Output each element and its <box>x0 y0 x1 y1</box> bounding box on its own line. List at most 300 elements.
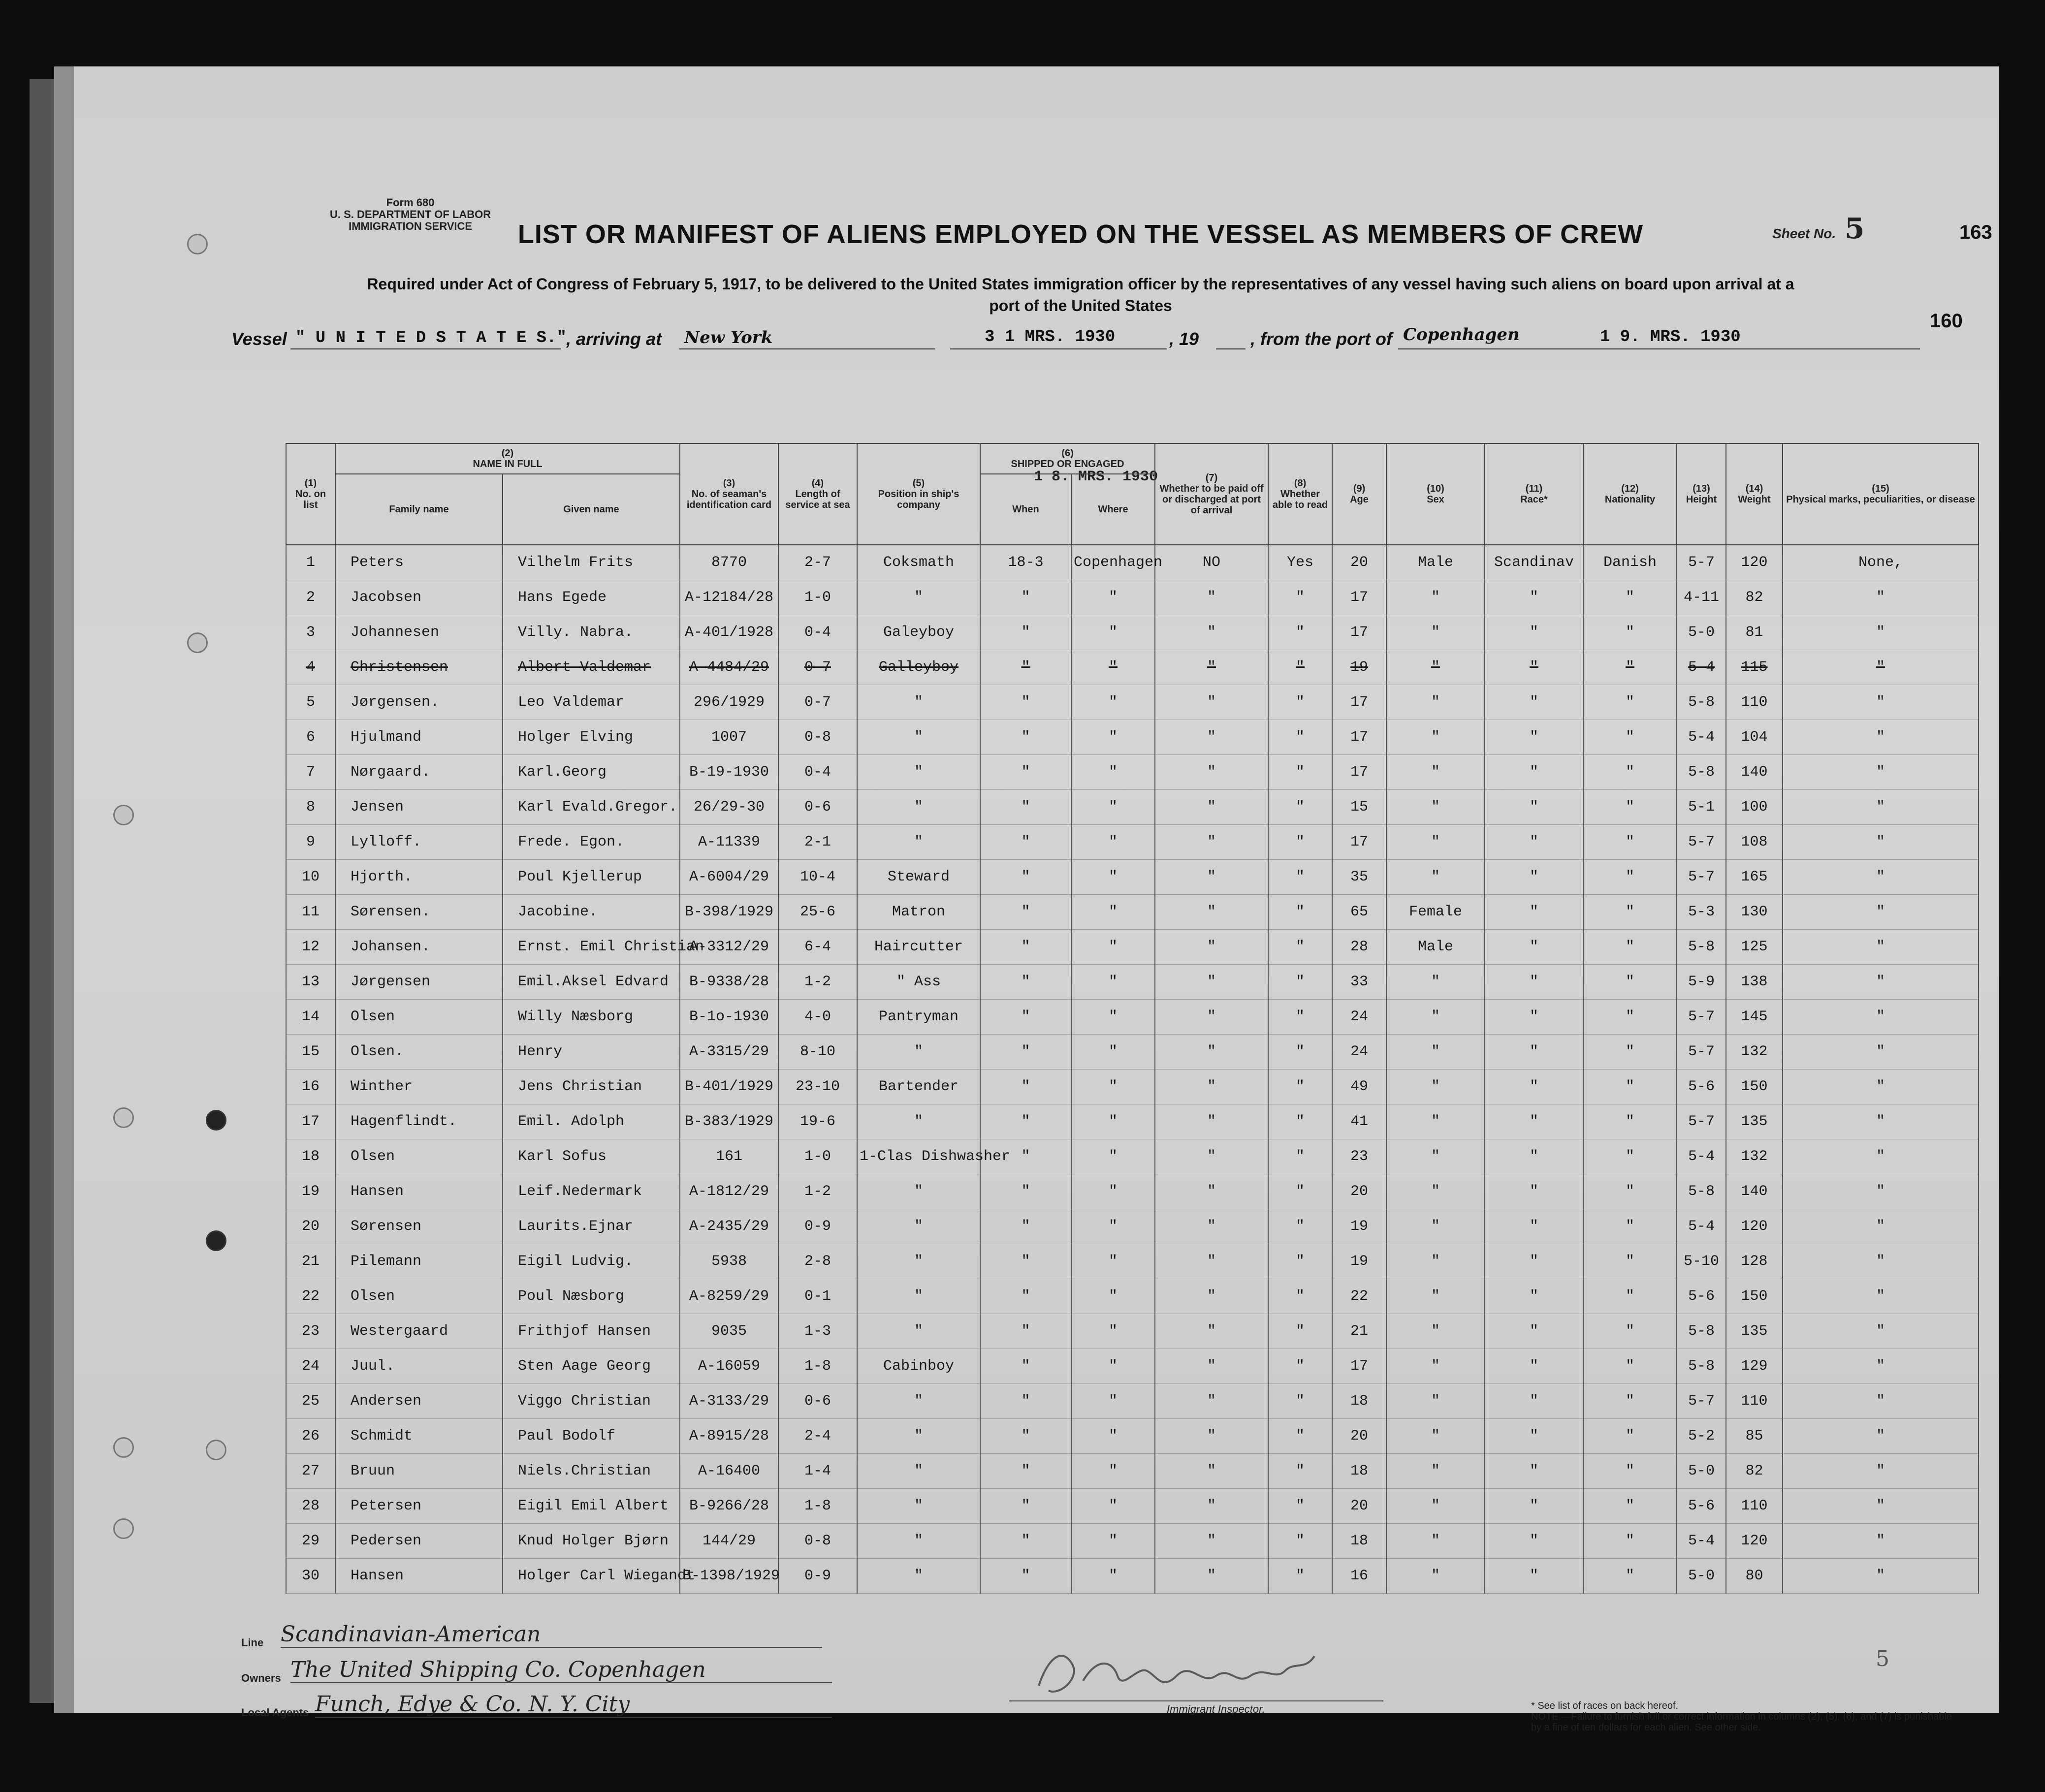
cell-height: 4-11 <box>1677 580 1726 615</box>
cell-position: " Ass <box>857 965 980 1000</box>
line-label: Line <box>241 1636 264 1649</box>
cell-age: 17 <box>1332 580 1386 615</box>
cell-marks: " <box>1783 1384 1979 1419</box>
cell-nat: " <box>1583 1419 1677 1454</box>
cell-given: Ernst. Emil Christian <box>503 930 680 965</box>
cell-age: 49 <box>1332 1069 1386 1104</box>
col-service: (4) Length of service at sea <box>778 443 857 545</box>
cell-when: " <box>980 685 1071 720</box>
cell-when: " <box>980 1069 1071 1104</box>
cell-height: 5-6 <box>1677 1279 1726 1314</box>
cell-sex: " <box>1386 1104 1485 1139</box>
cell-height: 5-0 <box>1677 1559 1726 1594</box>
cell-weight: 138 <box>1726 965 1783 1000</box>
cell-family: Bruun <box>335 1454 503 1489</box>
cell-no: 15 <box>286 1035 335 1069</box>
table-row <box>286 860 1979 895</box>
cell-no: 8 <box>286 790 335 825</box>
cell-read: " <box>1268 615 1332 650</box>
cell-sex: " <box>1386 1384 1485 1419</box>
cell-given: Eigil Ludvig. <box>503 1244 680 1279</box>
cell-card: A-8259/29 <box>680 1279 778 1314</box>
cell-no: 9 <box>286 825 335 860</box>
table-row <box>286 580 1979 615</box>
table-row <box>286 545 1979 580</box>
cell-marks: " <box>1783 720 1979 755</box>
from-port-label: , from the port of <box>1250 329 1392 349</box>
cell-given: Holger Elving <box>503 720 680 755</box>
cell-nat: " <box>1583 1000 1677 1035</box>
cell-service: 8-10 <box>778 1035 857 1069</box>
cell-sex: " <box>1386 1454 1485 1489</box>
cell-when: " <box>980 1244 1071 1279</box>
cell-race: Scandinav <box>1485 545 1583 580</box>
cell-when: " <box>980 1279 1071 1314</box>
cell-paid: " <box>1155 1524 1268 1559</box>
cell-family: Johansen. <box>335 930 503 965</box>
cell-nat: " <box>1583 1209 1677 1244</box>
cell-position: Haircutter <box>857 930 980 965</box>
cell-family: Petersen <box>335 1489 503 1524</box>
cell-read: " <box>1268 1524 1332 1559</box>
cell-age: 24 <box>1332 1035 1386 1069</box>
cell-read: " <box>1268 1104 1332 1139</box>
cell-position: " <box>857 1244 980 1279</box>
cell-no: 29 <box>286 1524 335 1559</box>
note-text: NOTE.—Failure to furnish full or correct information in columns (2), (5), (6), and (7) is punishable by a fine of ten dollars for each alien. See other side. <box>1531 1711 1952 1733</box>
cell-age: 41 <box>1332 1104 1386 1139</box>
cell-service: 10-4 <box>778 860 857 895</box>
cell-when: " <box>980 1035 1071 1069</box>
cell-read: " <box>1268 1279 1332 1314</box>
cell-height: 5-6 <box>1677 1069 1726 1104</box>
cell-when: " <box>980 615 1071 650</box>
cell-given: Laurits.Ejnar <box>503 1209 680 1244</box>
cell-weight: 135 <box>1726 1314 1783 1349</box>
col-read: (8) Whether able to read <box>1268 443 1332 545</box>
cell-position: " <box>857 720 980 755</box>
cell-nat: " <box>1583 615 1677 650</box>
cell-marks: " <box>1783 1419 1979 1454</box>
cell-family: Hansen <box>335 1174 503 1209</box>
cell-no: 7 <box>286 755 335 790</box>
cell-when: " <box>980 720 1071 755</box>
cell-card: 26/29-30 <box>680 790 778 825</box>
cell-sex: " <box>1386 790 1485 825</box>
cell-weight: 82 <box>1726 1454 1783 1489</box>
cell-family: Pedersen <box>335 1524 503 1559</box>
cell-where: " <box>1071 930 1155 965</box>
table-row <box>286 1174 1979 1209</box>
col-when: When <box>980 474 1071 545</box>
cell-read: " <box>1268 1419 1332 1454</box>
cell-nat: " <box>1583 895 1677 930</box>
cell-race: " <box>1485 1349 1583 1384</box>
cell-paid: NO <box>1155 545 1268 580</box>
margin-number: 5 <box>1876 1646 1889 1671</box>
cell-when: " <box>980 1419 1071 1454</box>
cell-age: 20 <box>1332 1174 1386 1209</box>
cell-family: Jacobsen <box>335 580 503 615</box>
cell-when: " <box>980 895 1071 930</box>
cell-family: Hansen <box>335 1559 503 1594</box>
cell-weight: 145 <box>1726 1000 1783 1035</box>
cell-height: 5-8 <box>1677 685 1726 720</box>
cell-when: " <box>980 1104 1071 1139</box>
cell-nat: " <box>1583 1314 1677 1349</box>
cell-position: " <box>857 1314 980 1349</box>
cell-race: " <box>1485 650 1583 685</box>
cell-family: Christensen <box>335 650 503 685</box>
cell-read: " <box>1268 1069 1332 1104</box>
cell-age: 28 <box>1332 930 1386 965</box>
cell-marks: " <box>1783 930 1979 965</box>
cell-marks: " <box>1783 1035 1979 1069</box>
agents-label: Local Agents <box>241 1706 309 1719</box>
cell-weight: 150 <box>1726 1279 1783 1314</box>
cell-no: 6 <box>286 720 335 755</box>
cell-family: Sørensen. <box>335 895 503 930</box>
cell-when: " <box>980 1314 1071 1349</box>
cell-height: 5-10 <box>1677 1244 1726 1279</box>
cell-when: " <box>980 1349 1071 1384</box>
cell-race: " <box>1485 755 1583 790</box>
cell-card: 144/29 <box>680 1524 778 1559</box>
cell-nat: " <box>1583 930 1677 965</box>
cell-given: Poul Kjellerup <box>503 860 680 895</box>
cell-read: " <box>1268 930 1332 965</box>
cell-age: 20 <box>1332 1419 1386 1454</box>
note-races: * See list of races on back hereof. <box>1531 1700 1679 1711</box>
cell-service: 2-8 <box>778 1244 857 1279</box>
cell-service: 0-4 <box>778 615 857 650</box>
cell-age: 19 <box>1332 1209 1386 1244</box>
cell-age: 17 <box>1332 685 1386 720</box>
cell-family: Lylloff. <box>335 825 503 860</box>
cell-age: 17 <box>1332 755 1386 790</box>
cell-nat: " <box>1583 1069 1677 1104</box>
cell-where: " <box>1071 1524 1155 1559</box>
vessel-line <box>231 325 1954 354</box>
cell-service: 0-1 <box>778 1279 857 1314</box>
cell-paid: " <box>1155 860 1268 895</box>
cell-sex: " <box>1386 1314 1485 1349</box>
cell-read: " <box>1268 580 1332 615</box>
owners-value: The United Shipping Co. Copenhagen <box>290 1657 832 1683</box>
cell-given: Sten Aage Georg <box>503 1349 680 1384</box>
cell-no: 20 <box>286 1209 335 1244</box>
cell-position: 1-Clas Dishwasher <box>857 1139 980 1174</box>
cell-service: 6-4 <box>778 930 857 965</box>
table-row <box>286 1069 1979 1104</box>
cell-race: " <box>1485 965 1583 1000</box>
cell-marks: " <box>1783 1104 1979 1139</box>
cell-where: " <box>1071 965 1155 1000</box>
cell-sex: " <box>1386 1174 1485 1209</box>
cell-age: 15 <box>1332 790 1386 825</box>
cell-where: " <box>1071 1349 1155 1384</box>
cell-card: 8770 <box>680 545 778 580</box>
cell-card: A-401/1928 <box>680 615 778 650</box>
table-row <box>286 1349 1979 1384</box>
cell-when: 18-3 <box>980 545 1071 580</box>
cell-position: " <box>857 790 980 825</box>
cell-family: Juul. <box>335 1349 503 1384</box>
cell-position: Galleyboy <box>857 650 980 685</box>
table-row <box>286 825 1979 860</box>
cell-read: " <box>1268 650 1332 685</box>
cell-read: " <box>1268 1139 1332 1174</box>
cell-no: 11 <box>286 895 335 930</box>
cell-sex: " <box>1386 1244 1485 1279</box>
cell-where: " <box>1071 755 1155 790</box>
cell-sex: " <box>1386 1349 1485 1384</box>
cell-marks: " <box>1783 1000 1979 1035</box>
table-row <box>286 930 1979 965</box>
cell-height: 5-7 <box>1677 1035 1726 1069</box>
cell-paid: " <box>1155 1384 1268 1419</box>
cell-weight: 120 <box>1726 1524 1783 1559</box>
page-title: LIST OR MANIFEST OF ALIENS EMPLOYED ON THE VESSEL AS MEMBERS OF CREW <box>517 220 1644 249</box>
cell-service: 0-6 <box>778 790 857 825</box>
cell-given: Vilhelm Frits <box>503 545 680 580</box>
cell-no: 26 <box>286 1419 335 1454</box>
cell-nat: " <box>1583 755 1677 790</box>
cell-no: 24 <box>286 1349 335 1384</box>
binder-hole <box>206 1110 226 1131</box>
cell-where: " <box>1071 1419 1155 1454</box>
cell-height: 5-7 <box>1677 860 1726 895</box>
shipped-date-stamp: 1 8. MRS. 1930 <box>1034 469 1158 485</box>
cell-card: B-383/1929 <box>680 1104 778 1139</box>
arrival-date: 3 1 MRS. 1930 <box>985 328 1116 346</box>
cell-marks: " <box>1783 1524 1979 1559</box>
cell-family: Olsen. <box>335 1035 503 1069</box>
cell-when: " <box>980 1384 1071 1419</box>
cell-where: " <box>1071 1314 1155 1349</box>
cell-age: 20 <box>1332 545 1386 580</box>
cell-nat: Danish <box>1583 545 1677 580</box>
cell-height: 5-8 <box>1677 1349 1726 1384</box>
cell-paid: " <box>1155 1314 1268 1349</box>
cell-age: 18 <box>1332 1524 1386 1559</box>
cell-when: " <box>980 825 1071 860</box>
cell-card: A-2435/29 <box>680 1209 778 1244</box>
cell-marks: " <box>1783 1279 1979 1314</box>
cell-sex: " <box>1386 720 1485 755</box>
col-name: (2) NAME IN FULL <box>335 443 680 474</box>
col-no: (1) No. on list <box>286 443 335 545</box>
cell-weight: 80 <box>1726 1559 1783 1594</box>
cell-height: 5-7 <box>1677 1000 1726 1035</box>
cell-paid: " <box>1155 1209 1268 1244</box>
cell-height: 5-7 <box>1677 1384 1726 1419</box>
cell-given: Leo Valdemar <box>503 685 680 720</box>
subtitle <box>207 273 1954 316</box>
cell-read: " <box>1268 1489 1332 1524</box>
cell-age: 17 <box>1332 825 1386 860</box>
cell-race: " <box>1485 1209 1583 1244</box>
cell-marks: " <box>1783 580 1979 615</box>
cell-age: 17 <box>1332 720 1386 755</box>
table-row <box>286 1384 1979 1419</box>
sheet-edge <box>30 79 59 1703</box>
cell-card: 5938 <box>680 1244 778 1279</box>
cell-read: " <box>1268 790 1332 825</box>
cell-height: 5-7 <box>1677 1104 1726 1139</box>
cell-no: 12 <box>286 930 335 965</box>
cell-height: 5-4 <box>1677 1524 1726 1559</box>
cell-race: " <box>1485 615 1583 650</box>
cell-card: A-16400 <box>680 1454 778 1489</box>
cell-family: Winther <box>335 1069 503 1104</box>
cell-position: " <box>857 1035 980 1069</box>
cell-marks: " <box>1783 1209 1979 1244</box>
cell-no: 16 <box>286 1069 335 1104</box>
cell-family: Johannesen <box>335 615 503 650</box>
cell-when: " <box>980 790 1071 825</box>
cell-weight: 115 <box>1726 650 1783 685</box>
cell-weight: 129 <box>1726 1349 1783 1384</box>
cell-nat: " <box>1583 720 1677 755</box>
cell-paid: " <box>1155 1244 1268 1279</box>
crew-rows <box>286 545 1979 1594</box>
cell-height: 5-4 <box>1677 1209 1726 1244</box>
cell-nat: " <box>1583 1035 1677 1069</box>
cell-where: " <box>1071 1069 1155 1104</box>
cell-race: " <box>1485 1454 1583 1489</box>
table-row <box>286 965 1979 1000</box>
cell-race: " <box>1485 1139 1583 1174</box>
cell-card: B-9338/28 <box>680 965 778 1000</box>
cell-age: 18 <box>1332 1454 1386 1489</box>
cell-service: 0-7 <box>778 650 857 685</box>
cell-age: 19 <box>1332 650 1386 685</box>
cell-age: 65 <box>1332 895 1386 930</box>
cell-read: " <box>1268 895 1332 930</box>
cell-card: A-1812/29 <box>680 1174 778 1209</box>
cell-height: 5-4 <box>1677 650 1726 685</box>
cell-when: " <box>980 1174 1071 1209</box>
cell-where: " <box>1071 1559 1155 1594</box>
cell-age: 16 <box>1332 1559 1386 1594</box>
cell-paid: " <box>1155 755 1268 790</box>
cell-where: " <box>1071 1244 1155 1279</box>
cell-sex: " <box>1386 1559 1485 1594</box>
cell-when: " <box>980 1000 1071 1035</box>
cell-given: Niels.Christian <box>503 1454 680 1489</box>
cell-family: Westergaard <box>335 1314 503 1349</box>
cell-age: 35 <box>1332 860 1386 895</box>
table-row <box>286 790 1979 825</box>
col-nationality: (12) Nationality <box>1583 443 1677 545</box>
cell-nat: " <box>1583 1104 1677 1139</box>
cell-weight: 100 <box>1726 790 1783 825</box>
cell-position: " <box>857 825 980 860</box>
cell-card: 296/1929 <box>680 685 778 720</box>
cell-where: " <box>1071 1000 1155 1035</box>
cell-position: Coksmath <box>857 545 980 580</box>
cell-position: " <box>857 1419 980 1454</box>
cell-height: 5-4 <box>1677 1139 1726 1174</box>
cell-card: A-12184/28 <box>680 580 778 615</box>
table-row <box>286 895 1979 930</box>
cell-given: Albert Valdemar <box>503 650 680 685</box>
table-row <box>286 1314 1979 1349</box>
cell-service: 1-3 <box>778 1314 857 1349</box>
cell-no: 21 <box>286 1244 335 1279</box>
cell-height: 5-7 <box>1677 545 1726 580</box>
table-row <box>286 1000 1979 1035</box>
binder-hole <box>206 1440 226 1460</box>
table-row <box>286 1489 1979 1524</box>
cell-read: " <box>1268 965 1332 1000</box>
footer-note <box>1531 1700 1964 1733</box>
cell-marks: " <box>1783 1454 1979 1489</box>
cell-age: 20 <box>1332 1489 1386 1524</box>
cell-height: 5-2 <box>1677 1419 1726 1454</box>
cell-where: " <box>1071 1104 1155 1139</box>
cell-paid: " <box>1155 1419 1268 1454</box>
cell-marks: " <box>1783 1244 1979 1279</box>
cell-nat: " <box>1583 1349 1677 1384</box>
cell-when: " <box>980 965 1071 1000</box>
cell-weight: 132 <box>1726 1139 1783 1174</box>
cell-height: 5-4 <box>1677 720 1726 755</box>
cell-read: " <box>1268 1209 1332 1244</box>
cell-position: Steward <box>857 860 980 895</box>
cell-service: 23-10 <box>778 1069 857 1104</box>
cell-sex: Male <box>1386 545 1485 580</box>
subtitle-line-1: Required under Act of Congress of February 5, 1917, to be delivered to the United States immigration officer by the representatives of any vessel having such aliens on board upon arrival at a <box>367 275 1794 293</box>
cell-card: A-16059 <box>680 1349 778 1384</box>
line-value: Scandinavian-American <box>281 1622 822 1648</box>
cell-where: " <box>1071 1454 1155 1489</box>
cell-service: 25-6 <box>778 895 857 930</box>
cell-race: " <box>1485 1035 1583 1069</box>
cell-race: " <box>1485 1559 1583 1594</box>
cell-position: " <box>857 1454 980 1489</box>
binder-hole <box>187 234 208 254</box>
cell-service: 1-2 <box>778 965 857 1000</box>
cell-nat: " <box>1583 580 1677 615</box>
cell-paid: " <box>1155 965 1268 1000</box>
cell-marks: None, <box>1783 545 1979 580</box>
cell-position: " <box>857 1104 980 1139</box>
sheet-value: 5 <box>1845 212 1865 245</box>
cell-no: 13 <box>286 965 335 1000</box>
cell-weight: 140 <box>1726 755 1783 790</box>
cell-family: Hagenflindt. <box>335 1104 503 1139</box>
cell-card: A-3133/29 <box>680 1384 778 1419</box>
cell-weight: 135 <box>1726 1104 1783 1139</box>
cell-sex: " <box>1386 650 1485 685</box>
vessel-label: Vessel <box>231 329 287 349</box>
table-row <box>286 1104 1979 1139</box>
cell-when: " <box>980 650 1071 685</box>
cell-paid: " <box>1155 930 1268 965</box>
cell-race: " <box>1485 1489 1583 1524</box>
cell-where: " <box>1071 1139 1155 1174</box>
cell-marks: " <box>1783 685 1979 720</box>
cell-read: " <box>1268 1244 1332 1279</box>
cell-when: " <box>980 1524 1071 1559</box>
sheet-label: Sheet No. <box>1772 226 1836 241</box>
cell-nat: " <box>1583 1174 1677 1209</box>
crew-table <box>286 443 1979 1594</box>
cell-when: " <box>980 580 1071 615</box>
cell-given: Paul Bodolf <box>503 1419 680 1454</box>
